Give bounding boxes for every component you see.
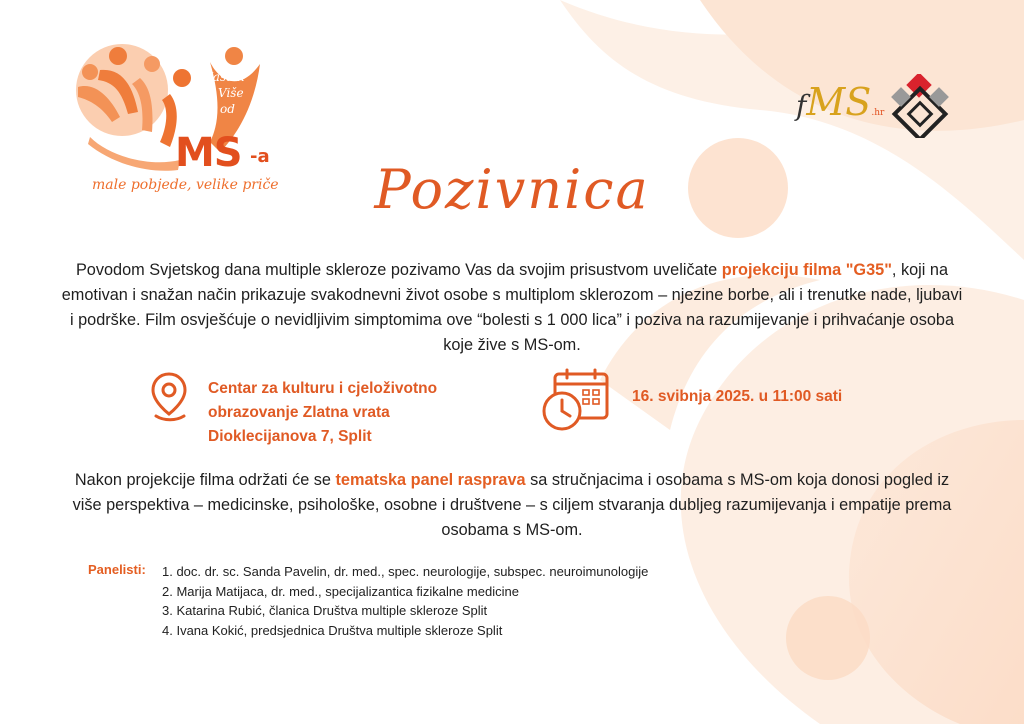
list-item: 4. Ivana Kokić, predsjednica Društva multiple skleroze Split (162, 622, 503, 638)
logo-brand-suffix: -a (250, 146, 270, 167)
list-item: 1. doc. dr. sc. Sanda Pavelin, dr. med., spec. neurologije, subspec. neuroimunologije (162, 564, 649, 579)
fms-logo-f: f (796, 89, 807, 122)
fms-logo-hr: .hr (871, 108, 885, 118)
venue-line: obrazovanje Zlatna vrata (208, 404, 390, 421)
location-pin-icon (150, 372, 196, 424)
fms-logo-ms: MS (806, 80, 872, 124)
calendar-clock-icon (541, 368, 611, 432)
venue-address (208, 377, 528, 449)
logo-script-line: Jasam (208, 70, 245, 84)
society-diamond-logo (888, 74, 952, 138)
logo-script-line: od (220, 102, 235, 116)
panel-paragraph (60, 468, 964, 543)
logo-script-line: Više (218, 86, 244, 100)
fms-logo (796, 78, 885, 134)
logo-tagline: male pobjede, velike priče (92, 177, 279, 193)
panelists-label: Panelisti: (88, 562, 146, 577)
panelists-list (162, 562, 648, 640)
logo-brand: MS (175, 130, 242, 176)
venue-line: Dioklecijanova 7, Split (208, 428, 372, 445)
panel-text-after: sa stručnjacima i osobama s MS-om koja donosi pogled iz više perspektiva – medicinske, psihološke, osobne i društvene – s ciljem stvaranja dubljeg razumijevanja i empatije prema osobama s MS-om. (72, 471, 952, 539)
film-highlight: projekciju filma "G35" (721, 261, 892, 279)
intro-text-after: , koji na emotivan i snažan način prikazuje svakodnevni život osobe s multiplom sklerozom – njezine borbe, ali i trenutke nade, ljubavi i podrške. Film osvješćuje o nevidljivim simptomima ove “bolesti s 1 000 lica” i poziva na razumijevanje i prihvaćanje osoba koje žive s MS-om. (61, 261, 963, 354)
panel-highlight: tematska panel rasprava (335, 471, 526, 489)
list-item: 3. Katarina Rubić, članica Društva multiple skleroze Split (162, 603, 488, 618)
list-item: 2. Marija Matijaca, dr. med., specijalizantica fizikalne medicine (162, 583, 519, 599)
panel-text-before: Nakon projekcije filma održati će se (74, 471, 336, 489)
venue-line: Centar za kulturu i cjeloživotno (208, 380, 438, 397)
page-title: Pozivnica (374, 158, 650, 221)
intro-paragraph (60, 258, 964, 358)
intro-text-before: Povodom Svjetskog dana multiple skleroze pozivamo Vas da svojim prisustvom uveličate (75, 261, 722, 279)
event-date: 16. svibnja 2025. u 11:00 sati (632, 388, 843, 405)
